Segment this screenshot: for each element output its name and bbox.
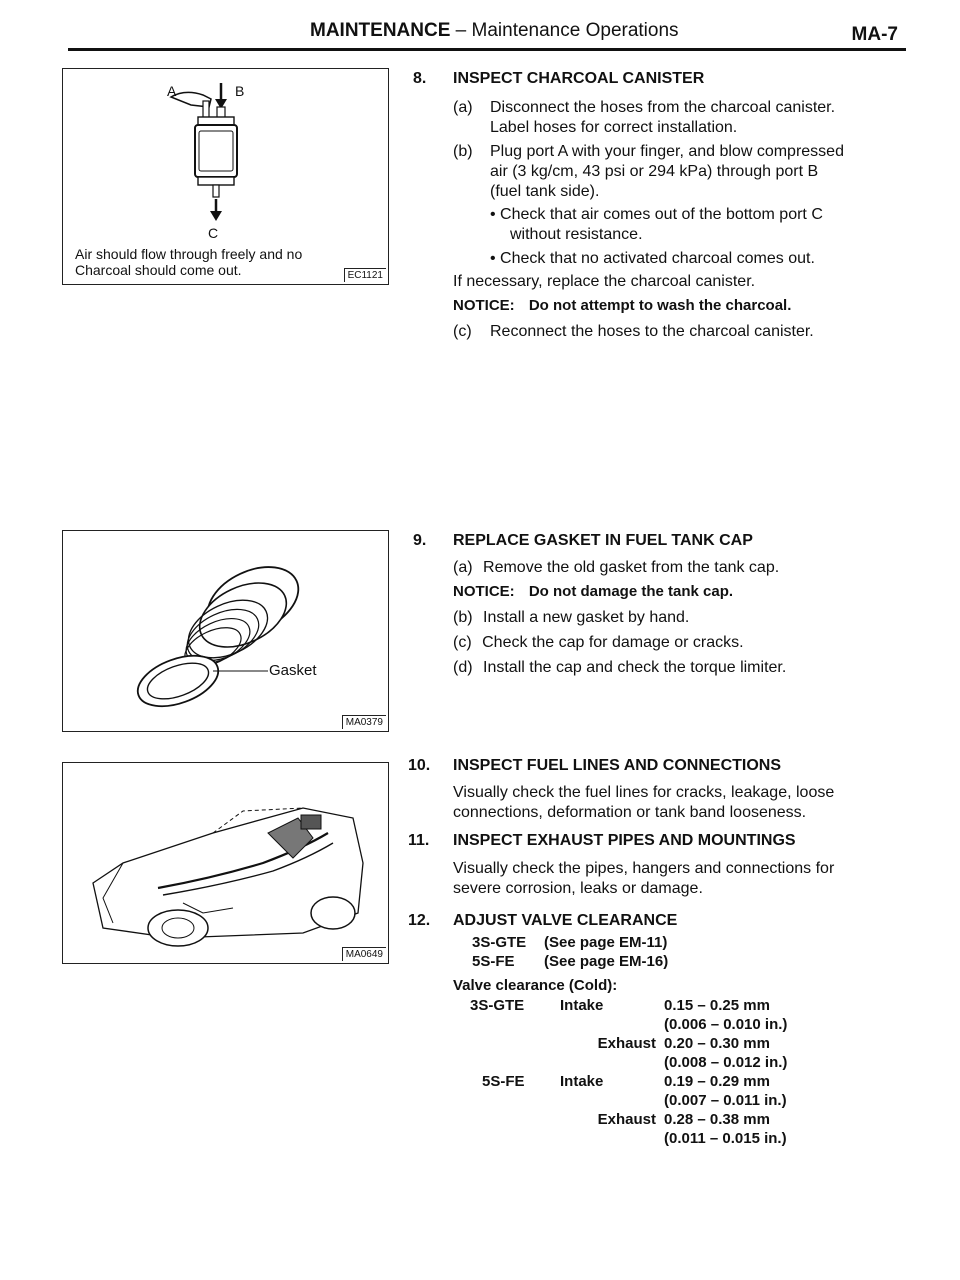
valve-clearance-title: Valve clearance (Cold): bbox=[453, 977, 618, 994]
step-8c bbox=[453, 322, 913, 342]
page-header-title bbox=[310, 20, 679, 42]
step-8b bbox=[453, 142, 913, 202]
step-8b-line2: air (3 kg/cm, 43 psi or 294 kPa) through port B bbox=[490, 163, 819, 180]
spec-engine bbox=[470, 1110, 560, 1129]
spec-mm: 0.28 – 0.38 mm bbox=[664, 1111, 770, 1128]
ref-2-page: (See page EM-16) bbox=[544, 953, 669, 970]
spec-valve: Exhaust bbox=[597, 1035, 656, 1052]
notice-text: Do not attempt to wash the charcoal. bbox=[528, 297, 792, 314]
step-9a-label: (a) bbox=[453, 559, 473, 576]
gasket-label: Gasket bbox=[269, 662, 317, 679]
step-8-number: 8. bbox=[413, 70, 427, 87]
step-11-body bbox=[453, 859, 913, 899]
spec-mm: 0.15 – 0.25 mm bbox=[664, 997, 770, 1014]
tank-cap-drawing bbox=[63, 531, 388, 731]
step-11-heading bbox=[408, 832, 908, 850]
step-12-title: ADJUST VALVE CLEARANCE bbox=[453, 912, 678, 929]
canister-caption bbox=[75, 246, 302, 278]
header-rule bbox=[68, 48, 906, 51]
port-a-label: A bbox=[167, 83, 177, 99]
step-9c-label: (c) bbox=[453, 634, 472, 651]
step-10-line1: Visually check the fuel lines for cracks, leakage, loose bbox=[453, 784, 835, 801]
notice-label: NOTICE: bbox=[453, 297, 515, 314]
canister-drawing bbox=[63, 69, 388, 239]
step-8a-line1: Disconnect the hoses from the charcoal canister. bbox=[490, 99, 836, 116]
step-10-body bbox=[453, 783, 913, 823]
step-11-number: 11. bbox=[408, 832, 430, 849]
spec-valve: Intake bbox=[560, 1073, 604, 1090]
step-9a-text: Remove the old gasket from the tank cap. bbox=[483, 559, 780, 576]
step-11-line1: Visually check the pipes, hangers and connections for bbox=[453, 860, 835, 877]
canister-figure-code: EC1121 bbox=[344, 268, 386, 282]
step-8a-label: (a) bbox=[453, 99, 473, 116]
step-8-title: INSPECT CHARCOAL CANISTER bbox=[453, 70, 705, 87]
step-12-refs bbox=[472, 933, 872, 971]
spec-valve: Intake bbox=[560, 997, 604, 1014]
spec-engine: 3S-GTE bbox=[470, 997, 525, 1014]
step-9c bbox=[453, 633, 913, 653]
step-8a-line2: Label hoses for correct installation. bbox=[490, 119, 738, 136]
step-10-line2: connections, deformation or tank band looseness. bbox=[453, 804, 807, 821]
step-9b bbox=[453, 608, 913, 628]
step-8b-label: (b) bbox=[453, 143, 473, 160]
step-8b-line1: Plug port A with your finger, and blow compressed bbox=[490, 143, 844, 160]
spec-row-inch bbox=[470, 1015, 890, 1034]
step-8-bullet-1 bbox=[490, 205, 910, 245]
step-8c-text: Reconnect the hoses to the charcoal canister. bbox=[490, 323, 814, 340]
step-8-notice bbox=[453, 297, 913, 314]
valve-clearance-table bbox=[470, 996, 890, 1148]
port-b-label: B bbox=[235, 83, 245, 99]
car-figure-code: MA0649 bbox=[342, 947, 386, 961]
step-12-heading bbox=[408, 912, 908, 930]
step-9-notice-label: NOTICE: bbox=[453, 583, 515, 600]
step-8b-line3: (fuel tank side). bbox=[490, 183, 600, 200]
spec-valve: Exhaust bbox=[597, 1111, 656, 1128]
step-9b-text: Install a new gasket by hand. bbox=[483, 609, 690, 626]
car-drawing bbox=[63, 763, 388, 963]
step-8c-label: (c) bbox=[453, 323, 472, 340]
spec-row-inch bbox=[470, 1091, 890, 1110]
step-9-heading bbox=[413, 532, 913, 550]
spec-engine bbox=[470, 1034, 560, 1053]
spec-inch: (0.007 – 0.011 in.) bbox=[664, 1092, 787, 1109]
spec-row bbox=[470, 996, 890, 1015]
spec-row bbox=[470, 1110, 890, 1129]
ref-1-engine: 3S-GTE bbox=[472, 934, 527, 951]
step-9-notice bbox=[453, 583, 913, 600]
spec-row bbox=[470, 1034, 890, 1053]
canister-figure bbox=[62, 68, 389, 285]
step-9b-label: (b) bbox=[453, 609, 473, 626]
spec-row bbox=[470, 1072, 890, 1091]
spec-engine: 5S-FE bbox=[482, 1073, 525, 1090]
step-12-number: 12. bbox=[408, 912, 431, 929]
canister-caption-line1: Air should flow through freely and no bbox=[75, 246, 303, 262]
page-number: MA-7 bbox=[851, 24, 898, 45]
step-9-number: 9. bbox=[413, 532, 427, 549]
step-9d-label: (d) bbox=[453, 659, 473, 676]
step-9-notice-text: Do not damage the tank cap. bbox=[528, 583, 734, 600]
header-section: MAINTENANCE bbox=[310, 20, 451, 41]
spec-mm: 0.20 – 0.30 mm bbox=[664, 1035, 770, 1052]
step-11-title: INSPECT EXHAUST PIPES AND MOUNTINGS bbox=[453, 832, 796, 849]
step-10-number: 10. bbox=[408, 757, 431, 774]
step-11-line2: severe corrosion, leaks or damage. bbox=[453, 880, 703, 897]
spec-row-inch bbox=[470, 1053, 890, 1072]
step-10-title: INSPECT FUEL LINES AND CONNECTIONS bbox=[453, 757, 782, 774]
ref-2-engine: 5S-FE bbox=[472, 953, 515, 970]
step-9d bbox=[453, 658, 913, 678]
ref-1-page: (See page EM-11) bbox=[544, 934, 668, 951]
spec-inch: (0.006 – 0.010 in.) bbox=[664, 1016, 788, 1033]
header-subtitle: – Maintenance Operations bbox=[455, 20, 679, 41]
step-9d-text: Install the cap and check the torque limiter. bbox=[483, 659, 787, 676]
spec-inch: (0.011 – 0.015 in.) bbox=[664, 1130, 787, 1147]
spec-mm: 0.19 – 0.29 mm bbox=[664, 1073, 770, 1090]
step-8-bullet-2: • Check that no activated charcoal comes out. bbox=[490, 250, 815, 267]
tank-cap-figure-code: MA0379 bbox=[342, 715, 386, 729]
spec-row-inch bbox=[470, 1129, 890, 1148]
step-9-title: REPLACE GASKET IN FUEL TANK CAP bbox=[453, 532, 753, 549]
step-9c-text: Check the cap for damage or cracks. bbox=[482, 634, 744, 651]
bullet-1-line1: • Check that air comes out of the bottom port C bbox=[490, 206, 823, 223]
step-8 bbox=[413, 68, 913, 89]
step-9a bbox=[453, 558, 913, 578]
bullet-1-line2: without resistance. bbox=[510, 226, 643, 243]
canister-caption-line2: Charcoal should come out. bbox=[75, 262, 242, 278]
step-10-heading bbox=[408, 757, 908, 775]
step-8a bbox=[453, 98, 913, 138]
spec-inch: (0.008 – 0.012 in.) bbox=[664, 1054, 788, 1071]
port-c-label: C bbox=[208, 225, 219, 241]
tank-cap-figure bbox=[62, 530, 389, 732]
car-figure bbox=[62, 762, 389, 964]
step-8-replace-note: If necessary, replace the charcoal canister. bbox=[453, 273, 756, 290]
